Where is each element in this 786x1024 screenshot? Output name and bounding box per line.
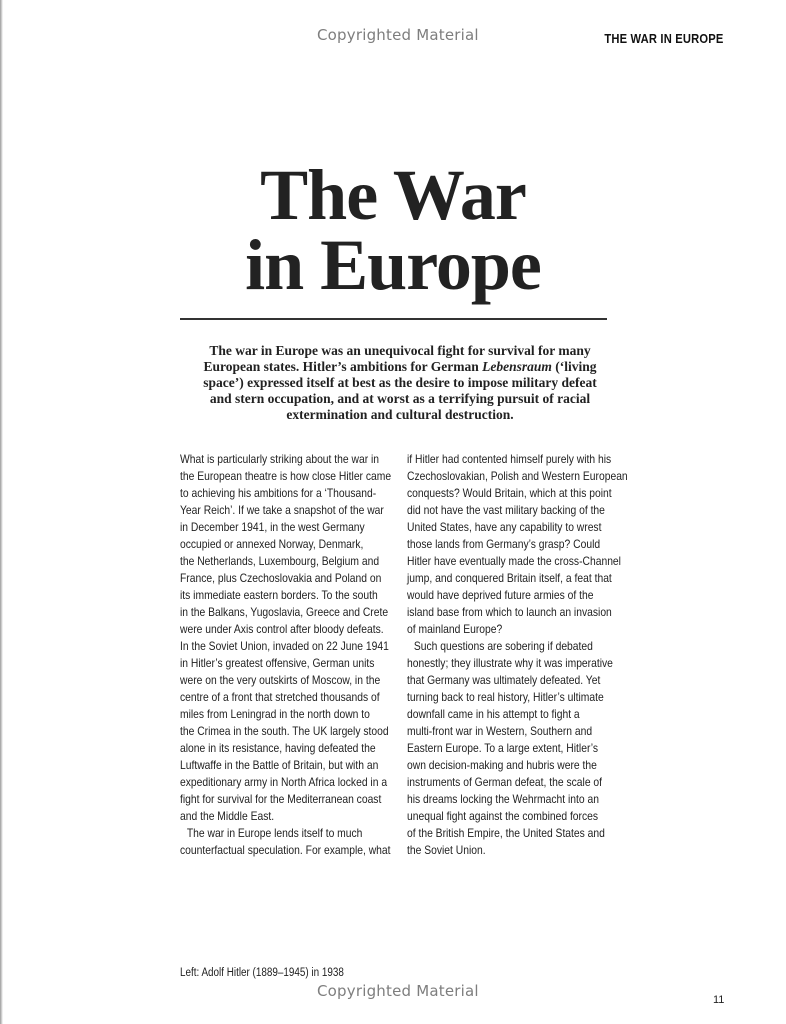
body-text-line: the Crimea in the south. The UK largely stood xyxy=(180,724,389,738)
body-text-line: Eastern Europe. To a large extent, Hitler’s xyxy=(407,741,599,755)
body-text-line: would have deprived future armies of the xyxy=(407,588,594,602)
title-rule xyxy=(180,318,607,320)
body-text-line: France, plus Czechoslovakia and Poland on xyxy=(180,571,382,585)
body-column-right xyxy=(407,451,639,859)
body-text-line: centre of a front that stretched thousands of xyxy=(180,690,380,704)
intro-line: (‘living xyxy=(551,359,597,374)
chapter-title xyxy=(180,155,606,305)
body-text-line: were on the very outskirts of Moscow, in the xyxy=(180,673,381,687)
body-text-line: own decision-making and hubris were the xyxy=(407,758,597,772)
photo-caption: Left: Adolf Hitler (1889–1945) in 1938 xyxy=(180,967,344,979)
body-text-line: What is particularly striking about the war in xyxy=(180,452,380,466)
body-text-line: if Hitler had contented himself purely with his xyxy=(407,452,612,466)
body-text-line: honestly; they illustrate why it was imperative xyxy=(407,656,613,670)
body-text-line: multi-front war in Western, Southern and xyxy=(407,724,593,738)
body-text-line: turning back to real history, Hitler’s ultimate xyxy=(407,690,604,704)
body-text-line: in the Balkans, Yugoslavia, Greece and Crete xyxy=(180,605,389,619)
body-text-line: that Germany was ultimately defeated. Yet xyxy=(407,673,601,687)
body-text-line: instruments of German defeat, the scale of xyxy=(407,775,603,789)
body-text-line: conquests? Would Britain, which at this point xyxy=(407,486,612,500)
body-text-line: Such questions are sobering if debated xyxy=(413,639,593,653)
body-text-line: to achieving his ambitions for a ‘Thousand- xyxy=(180,486,377,500)
body-text-line: Luftwaffe in the Battle of Britain, but with an xyxy=(180,758,379,772)
body-text-line: the Netherlands, Luxembourg, Belgium and xyxy=(180,554,380,568)
body-text-line: its immediate eastern borders. To the south xyxy=(180,588,378,602)
body-text-line: unequal fight against the combined forces xyxy=(407,809,599,823)
body-text-line: island base from which to launch an invasion xyxy=(407,605,612,619)
body-text-line: in Hitler’s greatest offensive, German units xyxy=(180,656,375,670)
chapter-title-line-1: The War xyxy=(260,155,526,235)
intro-line: space’) expressed itself at best as the desire to impose military defeat xyxy=(203,375,597,390)
body-text-line: and the Middle East. xyxy=(180,809,275,823)
body-text-line: his dreams locking the Wehrmacht into an xyxy=(407,792,599,806)
body-text-line: those lands from Germany’s grasp? Could xyxy=(407,537,601,551)
body-text-line: the Soviet Union. xyxy=(407,843,486,857)
intro-line: European states. Hitler’s ambitions for German xyxy=(203,359,483,374)
intro-line: and stern occupation, and at worst as a terrifying pursuit of racial xyxy=(209,391,591,406)
running-head: THE WAR IN EUROPE xyxy=(603,31,723,46)
body-text-line: occupied or annexed Norway, Denmark, xyxy=(180,537,364,551)
body-text-line: jump, and conquered Britain itself, a feat that xyxy=(407,571,612,585)
body-text-line: Hitler have eventually made the cross-Channel xyxy=(407,554,621,568)
page-edge-shadow xyxy=(0,0,3,1024)
body-text-line: in December 1941, in the west Germany xyxy=(180,520,365,534)
page-number: 11 xyxy=(713,994,725,1006)
body-text-line: the European theatre is how close Hitler came xyxy=(180,469,392,483)
body-column-left xyxy=(180,451,412,859)
body-text-line: of mainland Europe? xyxy=(407,622,503,636)
body-text-line: downfall came in his attempt to fight a xyxy=(407,707,580,721)
body-text-line: The war in Europe lends itself to much xyxy=(186,826,363,840)
body-text-line: of the British Empire, the United States and xyxy=(407,826,605,840)
body-text-line: were under Axis control after bloody defeats. xyxy=(180,622,384,636)
intro-emphasis: Lebensraum xyxy=(482,359,552,374)
body-text-line: United States, have any capability to wrest xyxy=(407,520,602,534)
body-text-line: In the Soviet Union, invaded on 22 June 1941 xyxy=(180,639,389,653)
intro-paragraph xyxy=(180,343,620,423)
body-text-line: did not have the vast military backing of the xyxy=(407,503,605,517)
body-text-line: miles from Leningrad in the north down to xyxy=(180,707,370,721)
body-text-line: expeditionary army in North Africa locked in a xyxy=(180,775,388,789)
intro-line: extermination and cultural destruction. xyxy=(286,407,514,422)
intro-line: The war in Europe was an unequivocal fight for survival for many xyxy=(209,343,591,358)
body-text-line: Year Reich’. If we take a snapshot of the war xyxy=(180,503,384,517)
body-text-line: counterfactual speculation. For example, what xyxy=(180,843,391,857)
body-text-line: alone in its resistance, having defeated the xyxy=(180,741,376,755)
chapter-title-line-2: in Europe xyxy=(245,225,541,305)
body-text-line: fight for survival for the Mediterranean coast xyxy=(180,792,382,806)
body-text-line: Czechoslovakian, Polish and Western European xyxy=(407,469,628,483)
